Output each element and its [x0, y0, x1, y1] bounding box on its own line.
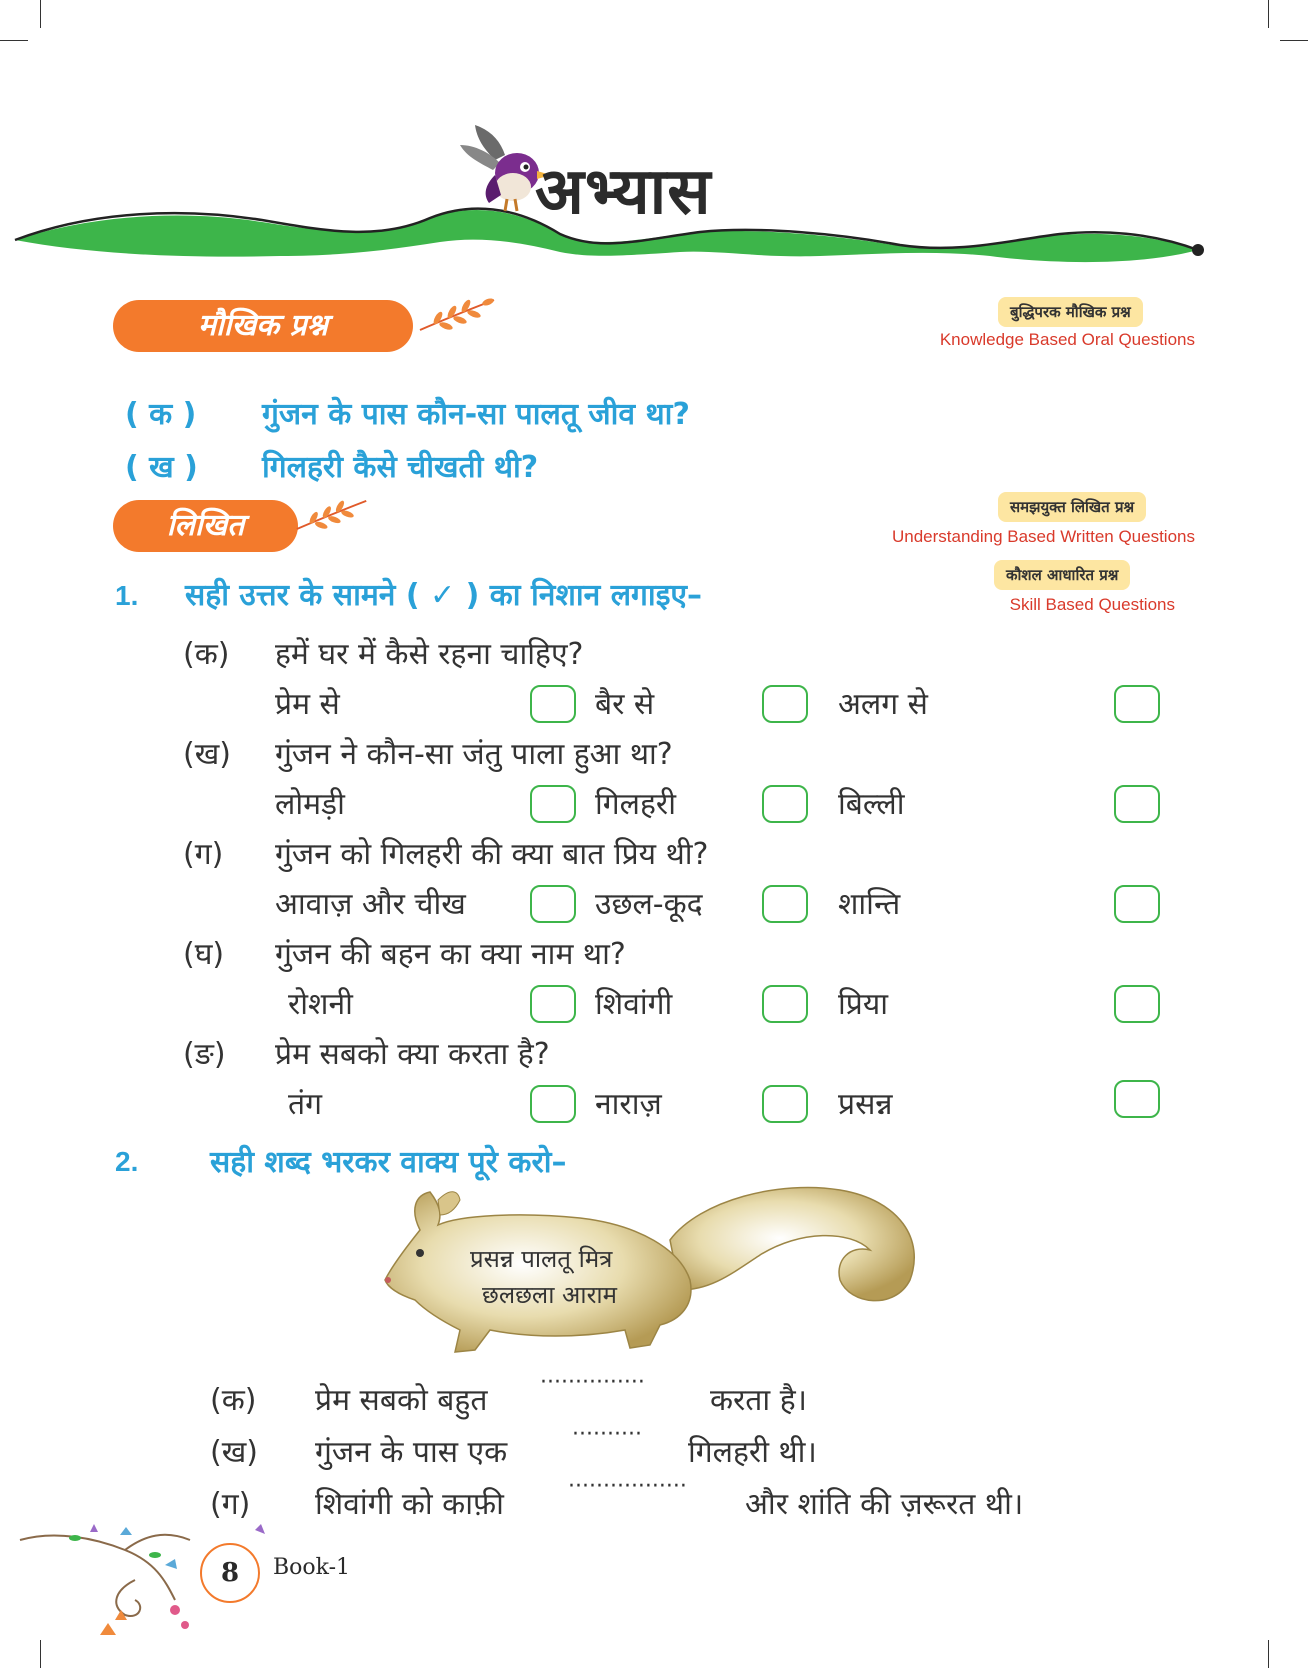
blank-dots[interactable]: ···············: [540, 1370, 645, 1395]
crop-mark: [0, 40, 28, 41]
oral-question-text: गिलहरी कैसे चीखती थी?: [262, 450, 539, 485]
page-title: अभ्यास: [535, 155, 712, 229]
question-title: सही शब्द भरकर वाक्य पूरे करो–: [210, 1145, 567, 1180]
oral-question-text: गुंजन के पास कौन-सा पालतू जीव था?: [262, 397, 690, 432]
oral-questions-pill: मौखिक प्रश्न: [113, 300, 413, 352]
blank-dots[interactable]: ·················: [568, 1474, 687, 1499]
answer-checkbox[interactable]: [1114, 985, 1160, 1023]
written-category-tag: समझयुक्त लिखित प्रश्न: [998, 492, 1146, 522]
oral-category-tag: बुद्धिपरक मौखिक प्रश्न: [998, 297, 1143, 327]
question-number: 1.: [115, 580, 139, 611]
question-number: 2.: [115, 1146, 139, 1177]
word-bank-line: छलछला आराम: [482, 1281, 617, 1309]
option-text: प्रेम से: [275, 687, 340, 722]
item-question: हमें घर में कैसे रहना चाहिए?: [275, 637, 584, 672]
item-label: (क): [183, 637, 230, 672]
answer-checkbox[interactable]: [530, 1085, 576, 1123]
skill-category-english: Skill Based Questions: [1009, 595, 1175, 614]
option-text: बिल्ली: [838, 787, 905, 822]
oral-category-english: Knowledge Based Oral Questions: [939, 330, 1195, 349]
answer-checkbox[interactable]: [530, 885, 576, 923]
option-text: बैर से: [595, 687, 655, 722]
crop-mark: [1280, 40, 1308, 41]
option-text: आवाज़ और चीख: [275, 887, 466, 922]
option-text: गिलहरी: [595, 787, 676, 822]
option-text: लोमड़ी: [275, 787, 345, 822]
option-text: उछल-कूद: [595, 887, 703, 922]
sentence-after: गिलहरी थी।: [688, 1435, 817, 1470]
oral-question-label: ( क ): [125, 397, 197, 432]
item-label: (क): [210, 1383, 257, 1418]
option-text: तंग: [288, 1087, 322, 1122]
sentence-before: शिवांगी को काफ़ी: [315, 1487, 504, 1522]
item-question: गुंजन की बहन का क्या नाम था?: [275, 937, 626, 972]
answer-checkbox[interactable]: [762, 1085, 808, 1123]
sentence-before: प्रेम सबको बहुत: [315, 1383, 488, 1418]
option-text: नाराज़: [595, 1087, 662, 1122]
page-number: 8: [200, 1543, 260, 1603]
item-label: (ग): [183, 837, 224, 872]
answer-checkbox[interactable]: [1114, 685, 1160, 723]
crop-mark: [1268, 1640, 1269, 1668]
answer-checkbox[interactable]: [762, 885, 808, 923]
crop-mark: [1268, 0, 1269, 28]
option-text: प्रिया: [838, 987, 889, 1022]
item-label: (ख): [183, 737, 231, 772]
answer-checkbox[interactable]: [530, 685, 576, 723]
item-question: गुंजन ने कौन-सा जंतु पाला हुआ था?: [275, 737, 673, 772]
word-bank-line: प्रसन्न पालतू मित्र: [470, 1245, 613, 1273]
leaf-branch-icon: [418, 292, 498, 337]
sentence-after: करता है।: [710, 1383, 808, 1418]
answer-checkbox[interactable]: [762, 985, 808, 1023]
item-question: प्रेम सबको क्या करता है?: [275, 1037, 550, 1072]
item-label: (ख): [210, 1435, 258, 1470]
oral-question-label: ( ख ): [125, 450, 198, 485]
skill-category-tag: कौशल आधारित प्रश्न: [994, 560, 1130, 590]
question-title: सही उत्तर के सामने ( ✓ ) का निशान लगाइए–: [185, 578, 703, 613]
option-text: शिवांगी: [595, 987, 673, 1022]
item-label: (ग): [210, 1487, 251, 1522]
option-text: प्रसन्न: [838, 1087, 893, 1122]
option-text: शान्ति: [838, 887, 901, 922]
answer-checkbox[interactable]: [1114, 1080, 1160, 1118]
item-label: (ङ): [183, 1037, 226, 1072]
item-question: गुंजन को गिलहरी की क्या बात प्रिय थी?: [275, 837, 709, 872]
answer-checkbox[interactable]: [762, 685, 808, 723]
leaf-branch-icon: [295, 492, 370, 537]
sentence-before: गुंजन के पास एक: [315, 1435, 508, 1470]
sentence-after: और शांति की ज़रूरत थी।: [745, 1487, 1024, 1522]
answer-checkbox[interactable]: [1114, 885, 1160, 923]
answer-checkbox[interactable]: [762, 785, 808, 823]
blank-dots[interactable]: ··········: [572, 1422, 642, 1447]
option-text: अलग से: [838, 687, 928, 722]
written-questions-pill: लिखित: [113, 500, 298, 552]
option-text: रोशनी: [288, 987, 353, 1022]
squirrel-illustration: [380, 1170, 930, 1370]
answer-checkbox[interactable]: [1114, 785, 1160, 823]
answer-checkbox[interactable]: [530, 785, 576, 823]
crop-mark: [40, 0, 41, 28]
answer-checkbox[interactable]: [530, 985, 576, 1023]
written-category-english: Understanding Based Written Questions: [891, 527, 1195, 546]
item-label: (घ): [183, 937, 225, 972]
book-label: Book-1: [273, 1555, 351, 1580]
